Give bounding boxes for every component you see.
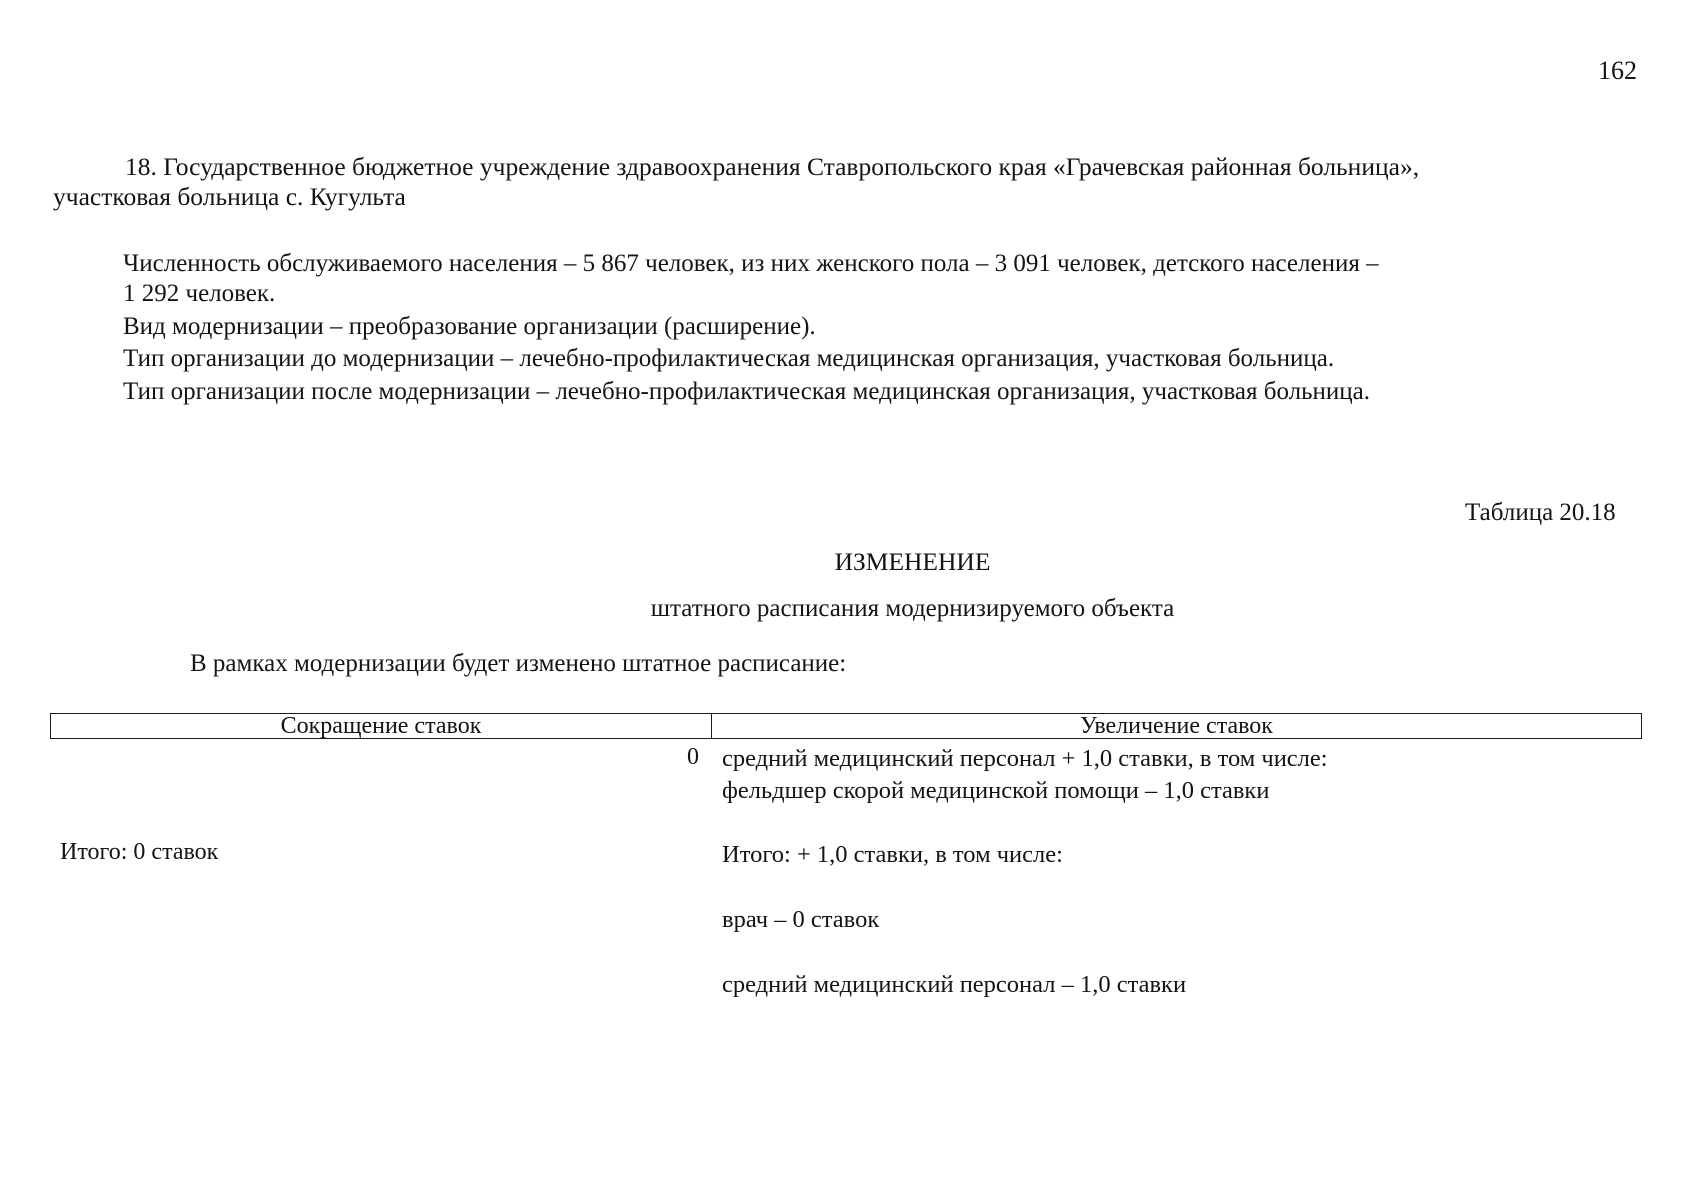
- table-label: Таблица 20.18: [1465, 499, 1616, 526]
- intro-text: В рамках модернизации будет изменено штатное расписание:: [190, 650, 847, 677]
- increase-line1: средний медицинский персонал + 1,0 ставки, в том числе:: [722, 745, 1328, 772]
- header-increase: Увеличение ставок: [712, 714, 1642, 739]
- increase-doctor: врач – 0 ставок: [722, 906, 880, 933]
- section-heading-line1: 18. Государственное бюджетное учреждение здравоохранения Ставропольского края «Грачевская районная больница»,: [125, 152, 1420, 181]
- document-title: ИЗМЕНЕНИЕ: [834, 547, 991, 576]
- org-type-before-text: Тип организации до модернизации – лечебно-профилактическая медицинская организация, участковая больница.: [123, 345, 1335, 372]
- modernization-type-text: Вид модернизации – преобразование организации (расширение).: [123, 313, 816, 340]
- org-type-after-text: Тип организации после модернизации – лечебно-профилактическая медицинская организация, участковая больница.: [123, 378, 1371, 405]
- page-number: 162: [1598, 56, 1637, 85]
- header-reduction: Сокращение ставок: [51, 714, 712, 739]
- increase-nurse: средний медицинский персонал – 1,0 ставки: [722, 971, 1187, 998]
- section-heading-line2: участковая больница с. Кугульта: [53, 182, 406, 211]
- reduction-value: 0: [687, 744, 699, 770]
- staffing-table-header: [50, 713, 1642, 739]
- population-text-line2: 1 292 человек.: [123, 280, 276, 307]
- population-text-line1: Численность обслуживаемого населения – 5 867 человек, из них женского пола – 3 091 человек, детского населения –: [123, 250, 1379, 277]
- document-subtitle: штатного расписания модернизируемого объекта: [650, 595, 1175, 622]
- increase-line2: фельдшер скорой медицинской помощи – 1,0 ставки: [722, 777, 1270, 804]
- reduction-total: Итого: 0 ставок: [60, 839, 219, 865]
- increase-total: Итого: + 1,0 ставки, в том числе:: [722, 841, 1063, 868]
